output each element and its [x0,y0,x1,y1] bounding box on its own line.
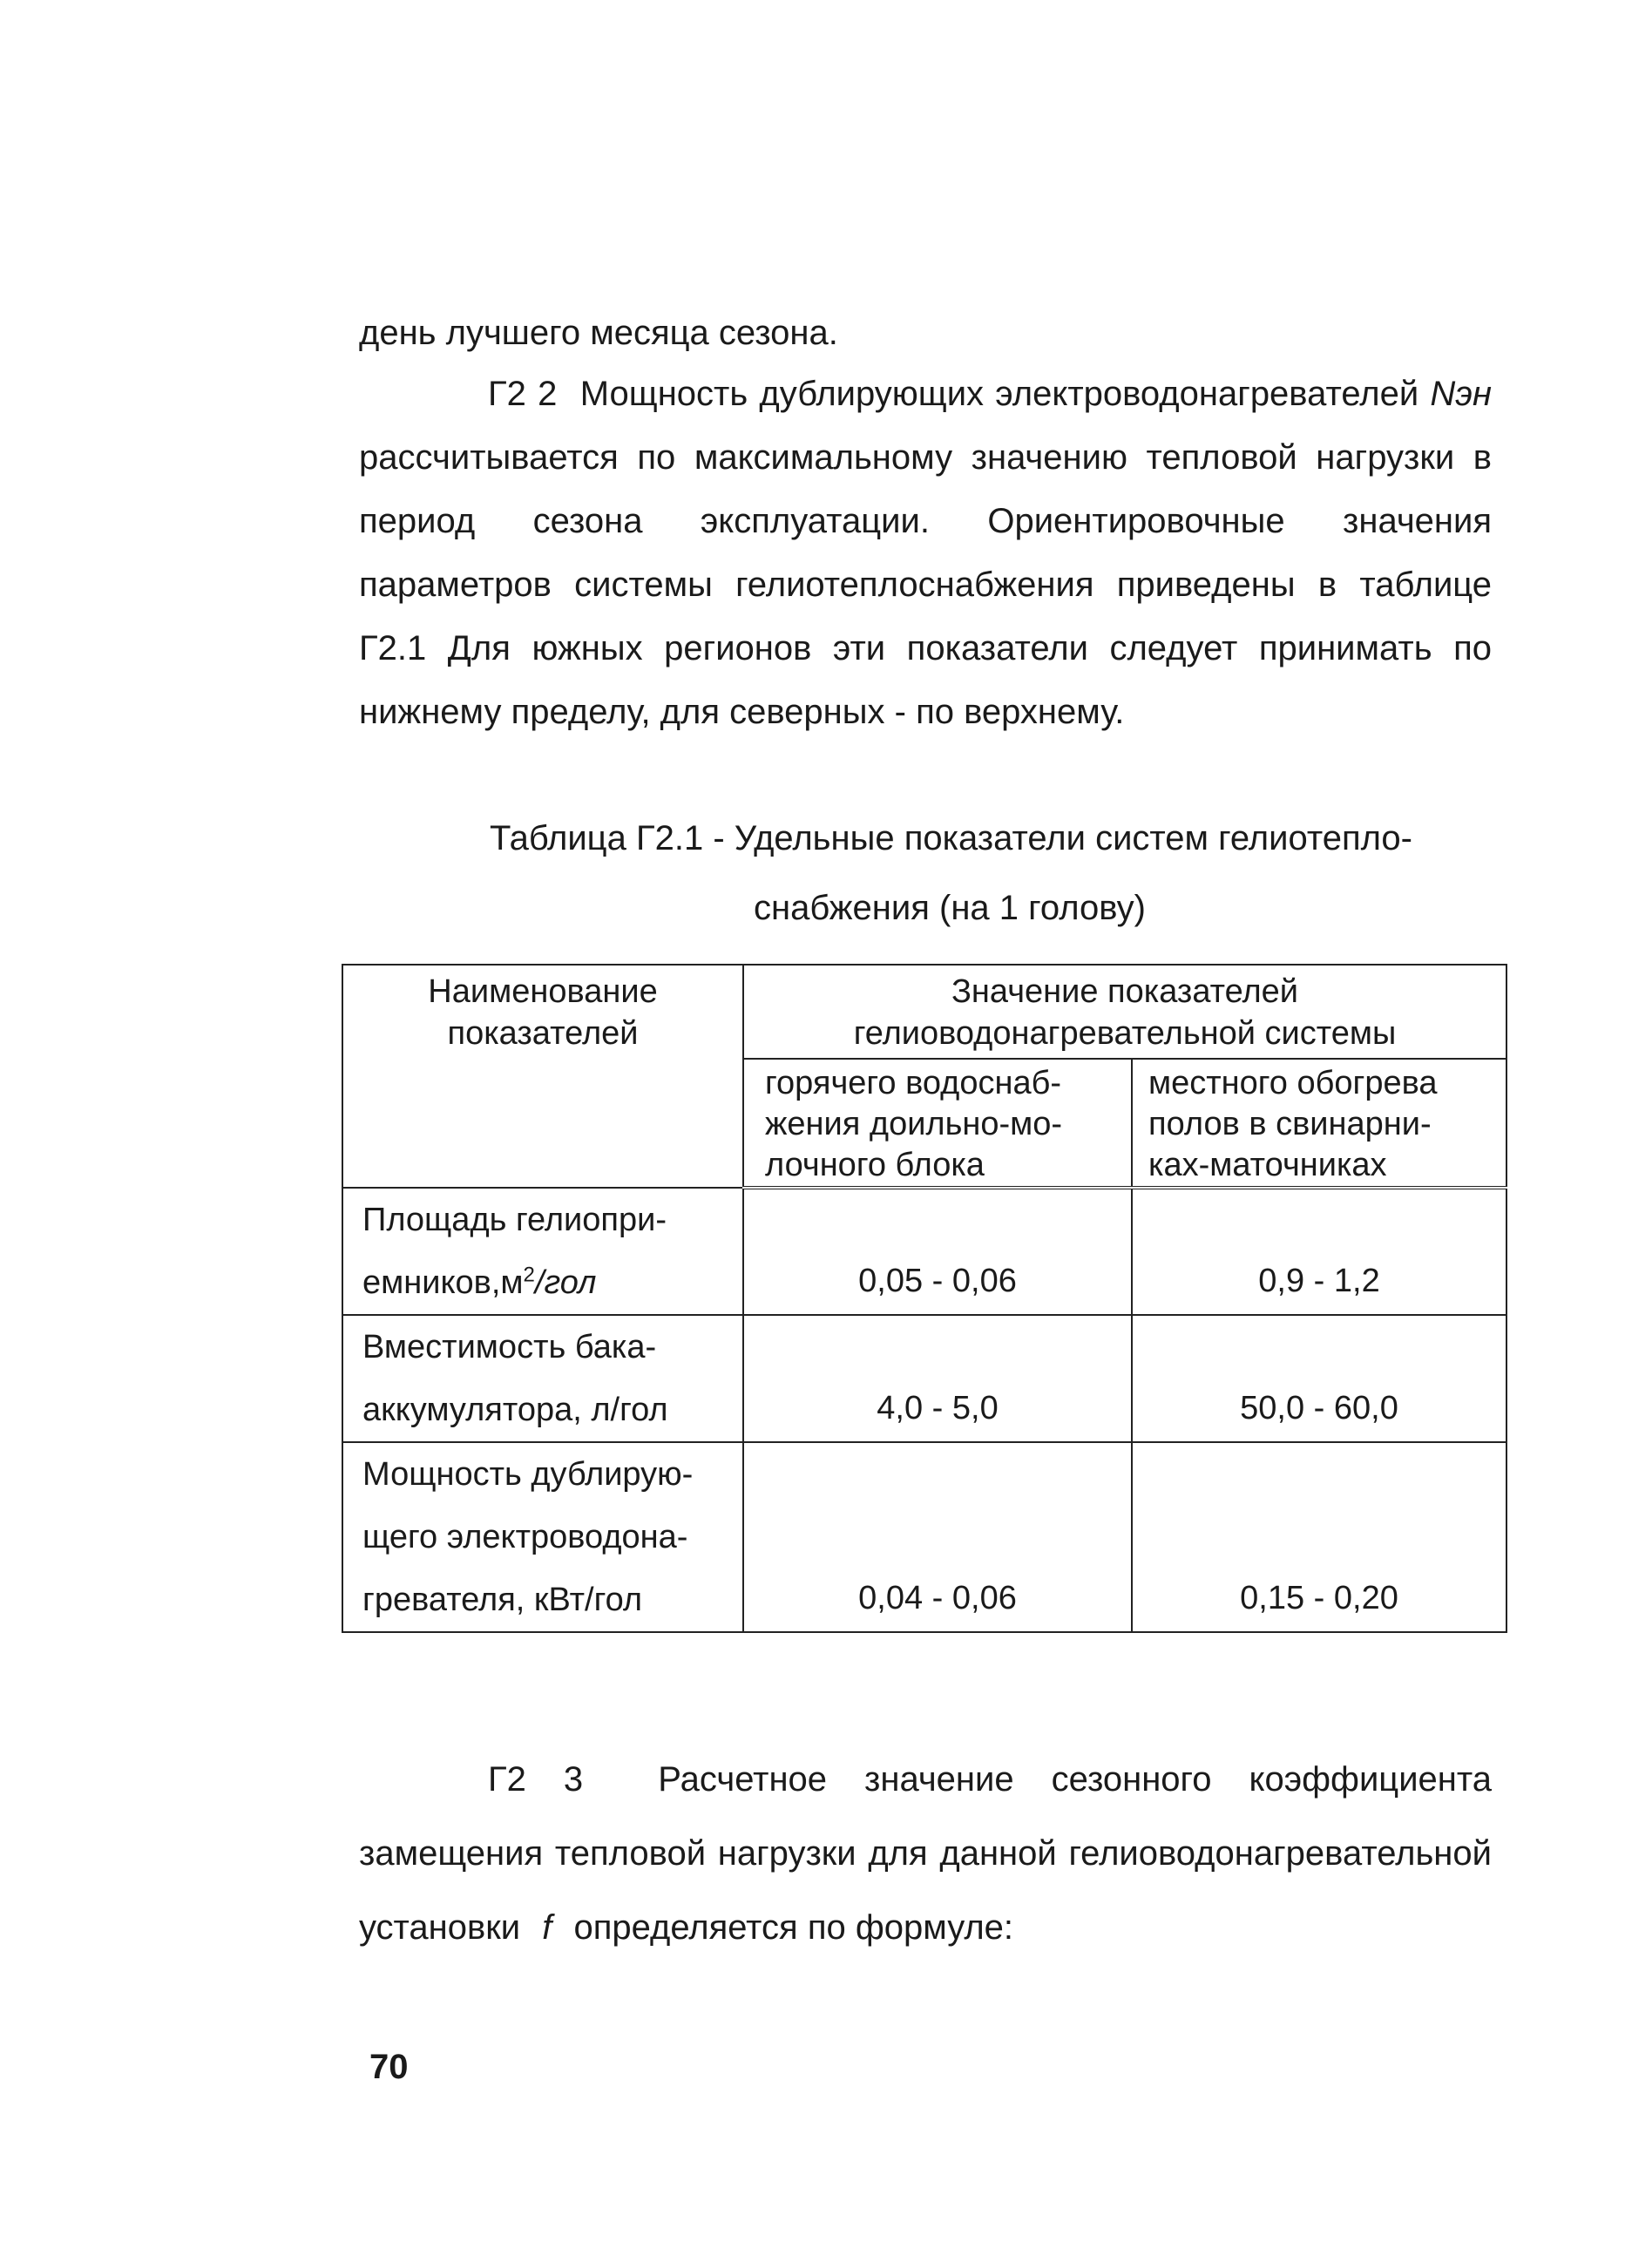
page-number: 70 [369,2048,409,2086]
cell-value: 50,0 - 60,0 [1132,1315,1506,1442]
header-value-group: Значение показателей гелиоводонагревательной системы [743,965,1506,1059]
header-indicator-name: Наименование показателей [342,965,743,1188]
table-row [342,1442,1506,1632]
paragraph-g2-2 [359,362,1492,744]
paragraph-text-continued: определяется по формуле: [573,1908,1014,1947]
cell-value: 0,15 - 0,20 [1132,1442,1506,1632]
paragraph-number: Г2 2 [488,375,558,413]
table-title-line1: Удельные показатели систем гелиотепло- [734,819,1412,857]
cell-value: 4,0 - 5,0 [743,1315,1132,1442]
paragraph-number: Г2 3 [488,1760,584,1799]
cell-value: 0,05 - 0,06 [743,1188,1132,1315]
table-label: Таблица Г2.1 - [490,819,725,857]
cell-value: 0,04 - 0,06 [743,1442,1132,1632]
table-caption [490,803,1412,943]
symbol-n-eh: Nэн [1430,375,1492,413]
row-name: Вместимость бака-аккумулятора, л/гол [342,1315,743,1442]
data-table [342,964,1507,1633]
table-header-row [342,965,1506,1059]
table-row [342,1188,1506,1315]
lead-text: день лучшего месяца сезона. [359,314,838,352]
table-row [342,1315,1506,1442]
cell-value: 0,9 - 1,2 [1132,1188,1506,1315]
subheader-hot-water: горячего водоснаб-жения доильно-мо-лочного блока [743,1059,1132,1188]
paragraph-text: Расчетное значение сезонного коэффициента замещения тепловой нагрузки для данной гелиоводонагревательной установки [359,1760,1493,1947]
symbol-f: f [542,1908,552,1947]
paragraph-g2-3 [359,1743,1492,1965]
subheader-floor-heating: местного обогрева полов в свинарни-ках-маточниках [1132,1059,1506,1188]
paragraph-text: Мощность дублирующих электроводонагревателей [579,375,1419,413]
unit-suffix: /гол [534,1264,597,1301]
row-name: Площадь гелиопри-$емников,м^2$/гол [342,1188,743,1315]
row-name: Мощность дублирую-щего электроводона-гревателя, кВт/гол [342,1442,743,1632]
paragraph-text-continued: рассчитывается по максимальному значению тепловой нагрузки в период сезона эксплуатации. Ориентировочные значения параметров системы гелиотеплоснабжения приведены в таблице Г2.1 Для южных регионов эти показатели следует принимать по нижнему пределу, для северных - по верхнему. [359,438,1492,731]
unit-superscript: 2 [523,1263,535,1287]
table-title-line2: снабжения (на 1 голову) [754,889,1146,927]
